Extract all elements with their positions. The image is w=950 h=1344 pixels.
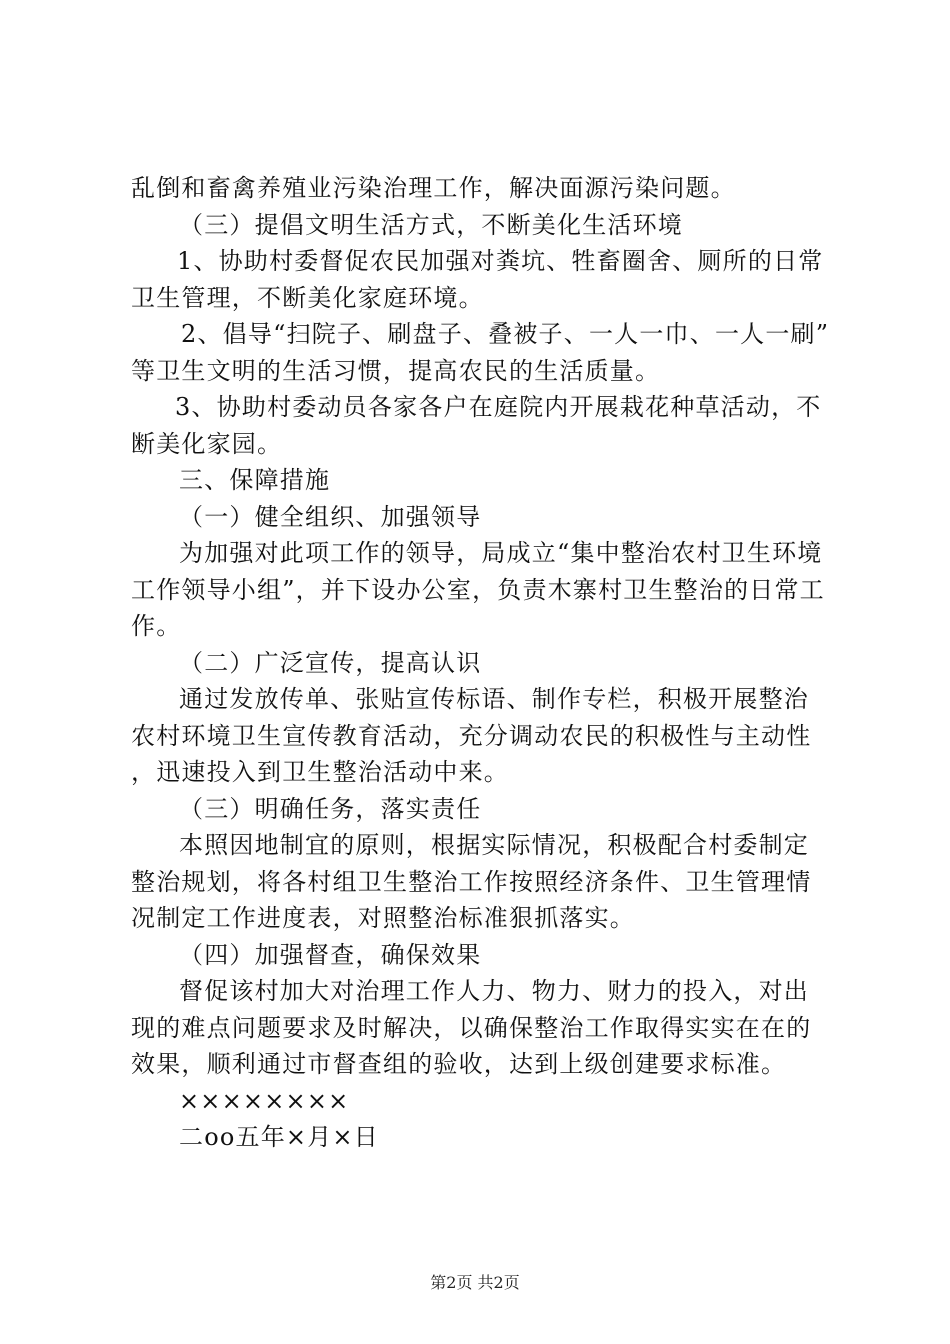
signature-organization: ×××××××× — [179, 1086, 350, 1115]
paragraph-continuation: 乱倒和畜禽养殖业污染治理工作，解决面源污染问题。 — [131, 174, 736, 202]
section-heading-supervision: （四）加强督查，确保效果 — [179, 940, 482, 969]
paragraph-organization: 为加强对此项工作的领导，局成立“集中整治农村卫生环境工作领导小组”，并下设办公室，负责木寨村卫生整治的日常工作。 — [131, 539, 825, 640]
section-heading-responsibility: （三）明确任务，落实责任 — [179, 794, 482, 823]
list-item-2: 2、倡导“扫院子、刷盘子、叠被子、一人一巾、一人一刷”等卫生文明的生活习惯，提高农民的生活质量。 — [131, 320, 830, 385]
document-body — [131, 170, 831, 1156]
paragraph-publicity: 通过发放传单、张贴宣传标语、制作专栏，积极开展整治农村环境卫生宣传教育活动，充分调动农民的积极性与主动性，迅速投入到卫生整治活动中来。 — [131, 685, 812, 786]
section-heading-civilized-lifestyle: （三）提倡文明生活方式，不断美化生活环境 — [179, 210, 683, 239]
list-item-3: 3、协助村委动员各家各户在庭院内开展栽花种草活动，不断美化家园。 — [131, 393, 822, 458]
paragraph-supervision: 督促该村加大对治理工作人力、物力、财力的投入，对出现的难点问题要求及时解决，以确保整治工作取得实实在在的效果，顺利通过市督查组的验收，达到上级创建要求标准。 — [131, 977, 812, 1078]
paragraph-responsibility: 本照因地制宜的原则，根据实际情况，积极配合村委制定整治规划，将各村组卫生整治工作按照经济条件、卫生管理情况制定工作进度表，对照整治标准狠抓落实。 — [131, 831, 812, 932]
page-number-footer: 第2页 共2页 — [430, 1273, 520, 1292]
chapter-heading-safeguards: 三、保障措施 — [179, 466, 331, 494]
section-heading-organization: （一）健全组织、加强领导 — [179, 502, 482, 531]
section-heading-publicity: （二）广泛宣传，提高认识 — [179, 648, 482, 677]
list-item-1: 1、协助村委督促农民加强对粪坑、牲畜圈舍、厕所的日常卫生管理，不断美化家庭环境。 — [131, 247, 824, 312]
signature-date: 二oo五年×月×日 — [179, 1123, 379, 1151]
